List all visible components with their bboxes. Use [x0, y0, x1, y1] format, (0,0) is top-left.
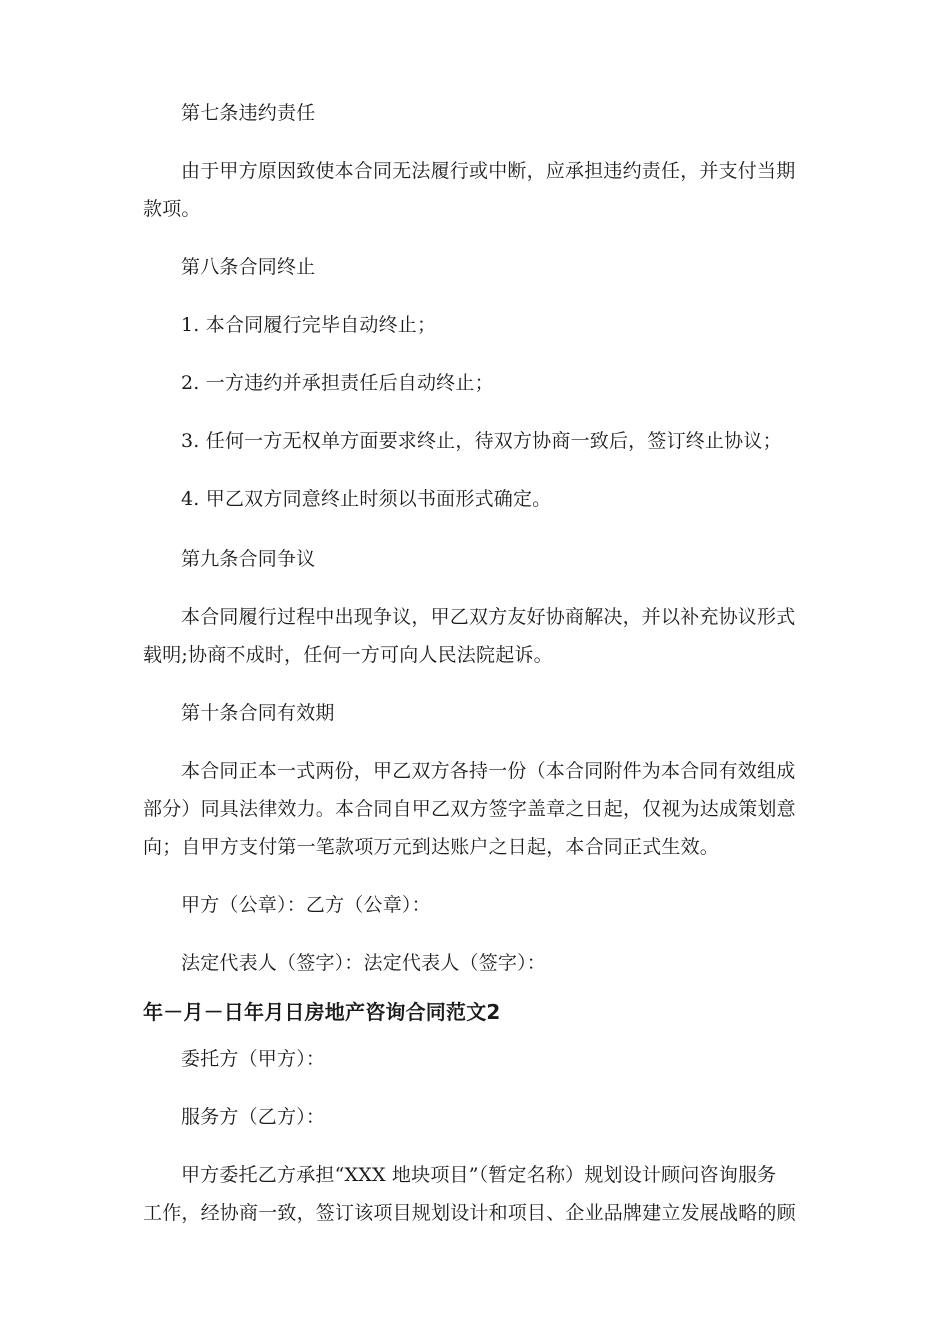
article-8-heading: 第八条合同终止: [181, 256, 316, 278]
article-9-text-line-1: 本合同履行过程中出现争议，甲乙双方友好协商解决，并以补充协议形式: [181, 606, 796, 628]
section-2-text-line-2: 工作，经协商一致，签订该项目规划设计和项目、企业品牌建立发展战略的顾: [143, 1202, 796, 1224]
section-2-text-line-1: 甲方委托乙方承担“XXX 地块项目”（暂定名称）规划设计顾问咨询服务: [181, 1164, 777, 1186]
article-10-text-line-2: 部分）同具法律效力。本合同自甲乙双方签字盖章之日起，仅视为达成策划意: [143, 798, 796, 820]
article-7-heading: 第七条违约责任: [181, 102, 316, 124]
article-8-item-2: 2. 一方违约并承担责任后自动终止；: [181, 372, 494, 394]
article-10-heading: 第十条合同有效期: [181, 702, 335, 724]
service-party-line: 服务方（乙方）：: [181, 1106, 326, 1128]
article-10-text-line-1: 本合同正本一式两份，甲乙双方各持一份（本合同附件为本合同有效组成: [181, 760, 796, 782]
article-8-item-3: 3. 任何一方无权单方面要求终止，待双方协商一致后，签订终止协议；: [181, 430, 782, 452]
client-party-line: 委托方（甲方）：: [181, 1048, 326, 1070]
article-7-text-line-2: 款项。: [143, 198, 201, 220]
article-10-text-line-3: 向；自甲方支付第一笔款项万元到达账户之日起，本合同正式生效。: [143, 836, 720, 858]
article-9-heading: 第九条合同争议: [181, 548, 316, 570]
article-7-text-line-1: 由于甲方原因致使本合同无法履行或中断，应承担违约责任，并支付当期: [181, 160, 796, 182]
seal-line: 甲方（公章）：乙方（公章）：: [181, 894, 431, 916]
article-9-text-line-2: 载明;协商不成时，任何一方可向人民法院起诉。: [143, 644, 553, 666]
article-8-item-1: 1. 本合同履行完毕自动终止；: [181, 314, 437, 336]
section-2-title: 年－月－日年月日房地产咨询合同范文2: [143, 1000, 501, 1024]
signature-line: 法定代表人（签字）：法定代表人（签字）：: [181, 952, 547, 974]
article-8-item-4: 4. 甲乙双方同意终止时须以书面形式确定。: [181, 488, 552, 510]
